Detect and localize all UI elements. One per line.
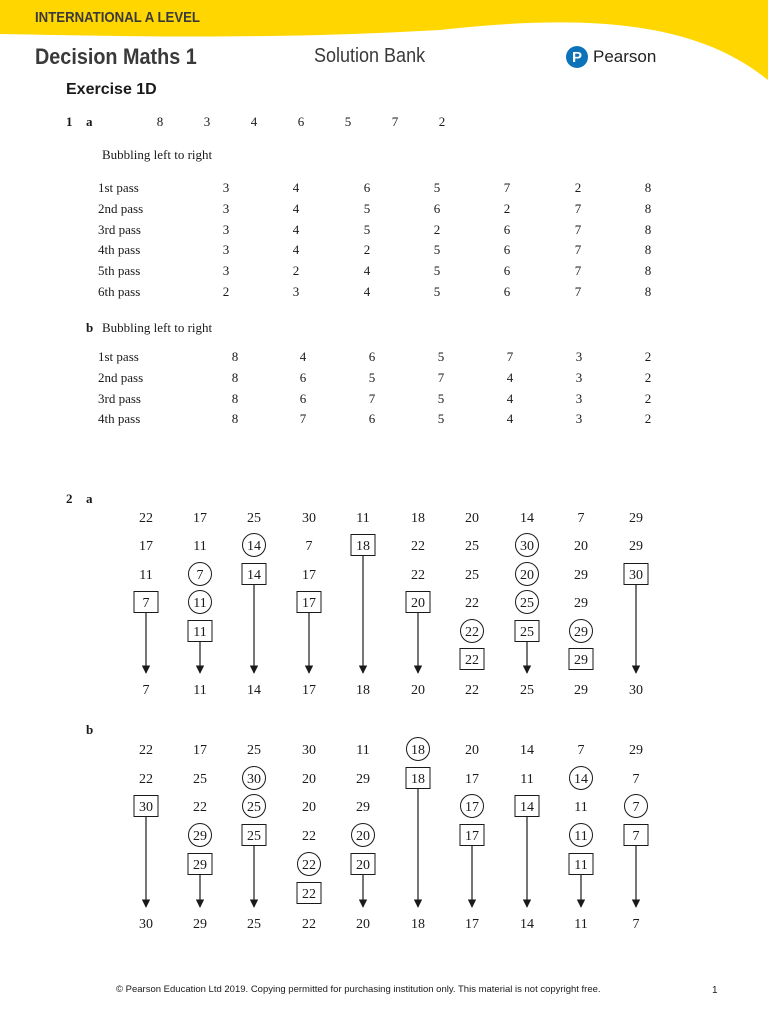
- q1b-pass-value: 4: [299, 349, 307, 364]
- q2a-fixed-box: [624, 564, 648, 585]
- q2a-cell-value: 22: [465, 596, 479, 611]
- q1b-pass-row: [98, 370, 668, 388]
- q1a-pass-value: 4: [363, 263, 371, 279]
- q1b-label: b: [86, 320, 94, 335]
- q2a-cell-value: 25: [520, 625, 534, 640]
- q1a-pass-label: 3rd pass: [98, 221, 141, 237]
- q1a-pass-value: 5: [433, 242, 441, 258]
- book-title: Decision Maths 1: [35, 44, 197, 69]
- q1a-pass-value: 5: [363, 221, 371, 237]
- q1b-pass-value: 8: [231, 349, 239, 364]
- q1b-pass-label: 1st pass: [98, 349, 139, 364]
- q1a-pass-value: 7: [574, 242, 582, 258]
- q2a-cell-value: 17: [302, 568, 316, 583]
- q2a-cell-value: 18: [411, 511, 425, 526]
- q1a-pass-value: 5: [433, 284, 441, 299]
- q1a-pass-value: 3: [222, 263, 230, 279]
- q2a-cell-value: 14: [520, 511, 534, 526]
- q2a-cell-value: 25: [247, 511, 261, 526]
- copyright-footer: © Pearson Education Ltd 2019. Copying permitted for purchasing institution only. This material is not copyright free.: [116, 984, 601, 995]
- q2a-cell-value: 29: [574, 568, 588, 583]
- q1a-label: a: [86, 114, 93, 129]
- q2b-cell-value: 20: [302, 772, 316, 787]
- q2b-result-value: 17: [465, 917, 479, 932]
- q2b-cell-value: 11: [574, 800, 588, 815]
- q2a-fixed-box: [460, 649, 484, 670]
- q1b-pass-value: 6: [299, 369, 307, 385]
- q2a-cell-value: 17: [193, 511, 207, 526]
- q2a-result-value: 22: [465, 683, 479, 698]
- q1b-pass-value: 8: [231, 390, 239, 406]
- q1a-pass-label: 5th pass: [98, 263, 141, 279]
- q2a-cell-value: 25: [465, 568, 479, 583]
- q2a-cell-value: 17: [139, 539, 153, 554]
- q1a-pass-value: 3: [222, 200, 230, 216]
- q1b-pass-row: [98, 411, 668, 429]
- q1a-pass-value: 5: [433, 180, 441, 195]
- q2a-fixed-box: [515, 621, 539, 642]
- q2b-result-value: 14: [520, 917, 534, 932]
- q2b-result-value: 18: [411, 917, 425, 932]
- q2b-cell-value: 18: [411, 772, 425, 787]
- q2a-pivot-circle: [516, 534, 539, 557]
- q1b-pass-value: 5: [437, 411, 445, 427]
- q1a-sequence-value: 3: [203, 114, 211, 129]
- q2b-fixed-box: [188, 854, 212, 875]
- q1b-pass-value: 7: [506, 349, 514, 364]
- q2a-cell-value: 30: [629, 568, 643, 583]
- q1a-sequence-value: 8: [156, 114, 164, 129]
- q1a-sequence-value: 2: [438, 114, 446, 129]
- q2a-cell-value: 22: [139, 511, 153, 526]
- q2a-cell-value: 14: [247, 568, 261, 583]
- q1a-pass-value: 7: [574, 263, 582, 279]
- q2a-cell-value: 20: [520, 568, 534, 583]
- q1b-pass-value: 4: [506, 390, 514, 406]
- q1b-pass-value: 5: [437, 390, 445, 406]
- q2b-cell-value: 11: [574, 858, 588, 873]
- q2a-cell-value: 30: [520, 539, 534, 554]
- q2b-cell-value: 20: [465, 743, 479, 758]
- q1b-pass-row: [98, 349, 668, 367]
- q2a-cell-value: 20: [574, 539, 588, 554]
- q2a-pivot-circle: [516, 563, 539, 586]
- page-number: 1: [712, 985, 718, 996]
- q2b-pivot-circle: [243, 767, 266, 790]
- q2a-result-value: 29: [574, 683, 588, 698]
- q1b-pass-value: 4: [506, 369, 514, 385]
- q2a-cell-value: 11: [193, 596, 207, 611]
- q1a-pass-label: 2nd pass: [98, 200, 144, 216]
- q2a-cell-value: 20: [411, 596, 425, 611]
- q1a-pass-row: [98, 242, 668, 260]
- q2b-cell-value: 7: [632, 800, 640, 815]
- q2b-pivot-circle: [570, 767, 593, 790]
- q1a-pass-value: 2: [574, 180, 582, 195]
- q2a-result-value: 7: [142, 683, 150, 698]
- q1-number: 1: [66, 114, 73, 129]
- q2a-fixed-box: [406, 592, 430, 613]
- q2b-result-value: 7: [632, 917, 640, 932]
- q1a-pass-value: 2: [433, 221, 441, 237]
- q1b-pass-value: 7: [299, 411, 307, 427]
- q1a-pass-value: 3: [222, 242, 230, 258]
- q1a-sequence-value: 7: [391, 114, 399, 129]
- q2a-fixed-box: [188, 621, 212, 642]
- q2a-result-value: 11: [193, 683, 207, 698]
- q2b-cell-value: 11: [574, 829, 588, 844]
- q2a-cell-value: 22: [411, 568, 425, 583]
- q2a-cell-value: 29: [574, 625, 588, 640]
- q1a-pass-value: 8: [644, 180, 652, 195]
- q2b-fixed-box: [460, 825, 484, 846]
- q2b-cell-value: 29: [356, 772, 370, 787]
- q1a-pass-value: 8: [644, 263, 652, 279]
- q1a-pass-value: 2: [222, 284, 230, 299]
- q2a-cell-value: 18: [356, 539, 370, 554]
- q1b-pass-value: 8: [231, 369, 239, 385]
- q2b-cell-value: 7: [632, 772, 640, 787]
- q2b-cell-value: 7: [632, 829, 640, 844]
- q2a-cell-value: 25: [520, 596, 534, 611]
- q2b-cell-value: 17: [465, 800, 479, 815]
- q2b-fixed-box: [134, 796, 158, 817]
- q2a-label: a: [86, 491, 93, 506]
- q2b-cell-value: 22: [302, 858, 316, 873]
- q2b-cell-value: 25: [193, 772, 207, 787]
- q1b-pass-value: 3: [575, 390, 583, 406]
- q2b-cell-value: 18: [411, 743, 425, 758]
- q2b-cell-value: 20: [356, 858, 370, 873]
- q1a-pass-value: 2: [503, 200, 511, 216]
- q2a-cell-value: 7: [577, 511, 585, 526]
- book-subtitle: Solution Bank: [314, 45, 426, 67]
- q1b-pass-value: 6: [368, 349, 376, 364]
- q1a-pass-value: 8: [644, 221, 652, 237]
- q1b-pass-value: 5: [437, 349, 445, 364]
- q1a-pass-value: 2: [363, 242, 371, 258]
- q2a-cell-value: 22: [465, 653, 479, 668]
- q2-number: 2: [66, 491, 73, 506]
- q2b-result-value: 25: [247, 917, 261, 932]
- q2b-cell-value: 17: [193, 743, 207, 758]
- q2b-cell-value: 25: [247, 743, 261, 758]
- q2b-cell-value: 11: [520, 772, 534, 787]
- q2a-pivot-circle: [516, 591, 539, 614]
- pearson-logo-text: Pearson: [593, 47, 657, 66]
- q2a-pivot-circle: [243, 534, 266, 557]
- q1a-pass-value: 7: [503, 180, 511, 195]
- q2a-result-value: 14: [247, 683, 261, 698]
- q1a-pass-value: 6: [433, 200, 441, 216]
- q2b-cell-value: 14: [574, 772, 588, 787]
- q1a-pass-row: [98, 222, 668, 240]
- q1b-pass-value: 3: [575, 411, 583, 427]
- q1b-pass-label: 4th pass: [98, 411, 141, 427]
- q1a-pass-value: 8: [644, 242, 652, 258]
- q2b-result-value: 22: [302, 917, 316, 932]
- q2b-pivot-circle: [298, 853, 321, 876]
- q1a-pass-value: 3: [222, 180, 230, 195]
- q1a-pass-value: 4: [292, 242, 300, 258]
- q1a-pass-value: 8: [644, 284, 652, 299]
- pearson-logo: [566, 46, 656, 68]
- q2a-pivot-circle: [570, 620, 593, 643]
- q2a-cell-value: 25: [465, 539, 479, 554]
- q1b-pass-value: 8: [231, 411, 239, 427]
- q1a-pass-value: 4: [292, 221, 300, 237]
- q1a-pass-row: [98, 284, 668, 302]
- q2a-fixed-box: [134, 592, 158, 613]
- q2a-fixed-box: [351, 535, 375, 556]
- q2b-cell-value: 14: [520, 800, 534, 815]
- q2a-result-value: 20: [411, 683, 425, 698]
- q2b-pivot-circle: [461, 795, 484, 818]
- q1b-pass-value: 6: [368, 411, 376, 427]
- q1b-pass-value: 2: [644, 390, 652, 406]
- q1a-pass-value: 4: [363, 284, 371, 299]
- q2b-fixed-box: [351, 854, 375, 875]
- q1a-pass-value: 7: [574, 200, 582, 216]
- q2b-cell-value: 14: [520, 743, 534, 758]
- q2b-pivot-circle: [407, 738, 430, 761]
- q1b-pass-value: 3: [575, 369, 583, 385]
- q2b-pivot-circle: [189, 824, 212, 847]
- q1a-pass-label: 1st pass: [98, 180, 139, 195]
- q2b-fixed-box: [242, 825, 266, 846]
- q1b-pass-value: 3: [575, 349, 583, 364]
- q1a-pass-value: 5: [363, 200, 371, 216]
- q2b-fixed-box: [569, 854, 593, 875]
- q2a-cell-value: 11: [193, 625, 207, 640]
- q1a-pass-value: 8: [644, 200, 652, 216]
- q2b-cell-value: 11: [356, 743, 370, 758]
- q1b-pass-value: 6: [299, 390, 307, 406]
- q1a-pass-row: [98, 263, 668, 281]
- q2a-cell-value: 11: [139, 568, 153, 583]
- q2b-pivot-circle: [570, 824, 593, 847]
- q2b-cell-value: 7: [577, 743, 585, 758]
- q2a-cell-value: 7: [196, 568, 204, 583]
- q2a-cell-value: 22: [411, 539, 425, 554]
- q1b-pass-value: 7: [437, 369, 445, 385]
- q1a-heading: Bubbling left to right: [102, 147, 213, 162]
- q2a-result-value: 18: [356, 683, 370, 698]
- q1a-sequence-value: 5: [344, 114, 352, 129]
- q2a-result-value: 30: [629, 683, 643, 698]
- q2a-pivot-circle: [189, 563, 212, 586]
- q1b-pass-value: 2: [644, 369, 652, 385]
- q2b-fixed-box: [406, 768, 430, 789]
- q2b-cell-value: 29: [629, 743, 643, 758]
- q1b-pass-value: 5: [368, 369, 376, 385]
- q1b-pass-label: 2nd pass: [98, 369, 144, 385]
- q2a-cell-value: 29: [574, 596, 588, 611]
- q2b-fixed-box: [624, 825, 648, 846]
- q1a-pass-value: 6: [503, 263, 511, 279]
- q1a-pass-value: 2: [292, 263, 300, 279]
- q2b-cell-value: 22: [302, 829, 316, 844]
- q2b-result-value: 20: [356, 917, 370, 932]
- q2b-result-value: 29: [193, 917, 207, 932]
- q1a-pass-value: 5: [433, 263, 441, 279]
- q2b-pivot-circle: [625, 795, 648, 818]
- q1a-pass-row: [98, 180, 668, 198]
- q2b-cell-value: 30: [247, 772, 261, 787]
- q2a-result-value: 25: [520, 683, 534, 698]
- q2b-cell-value: 17: [465, 772, 479, 787]
- q1a-pass-value: 6: [363, 180, 371, 195]
- q2a-cell-value: 29: [574, 653, 588, 668]
- q2a-fixed-box: [569, 649, 593, 670]
- q1b-pass-value: 7: [368, 390, 376, 406]
- q2a-cell-value: 20: [465, 511, 479, 526]
- q2b-cell-value: 22: [139, 743, 153, 758]
- q1a-pass-value: 6: [503, 242, 511, 258]
- q2a-cell-value: 7: [142, 596, 150, 611]
- q1b-pass-value: 2: [644, 349, 652, 364]
- q2b-cell-value: 22: [302, 887, 316, 902]
- q2b-pivot-circle: [243, 795, 266, 818]
- q2a-cell-value: 29: [629, 539, 643, 554]
- q1a-sequence-value: 6: [297, 114, 305, 129]
- q1a-pass-value: 4: [292, 200, 300, 216]
- q2b-cell-value: 20: [356, 829, 370, 844]
- q2a-pivot-circle: [189, 591, 212, 614]
- q2b-cell-value: 25: [247, 829, 261, 844]
- q2b-fixed-box: [515, 796, 539, 817]
- q2a-cell-value: 30: [302, 511, 316, 526]
- q2b-pivot-circle: [352, 824, 375, 847]
- q2b-cell-value: 30: [139, 800, 153, 815]
- q2b-result-value: 30: [139, 917, 153, 932]
- q2b-result-value: 11: [574, 917, 588, 932]
- q2a-cell-value: 17: [302, 596, 316, 611]
- q2a-cell-value: 11: [356, 511, 370, 526]
- q2a-cell-value: 11: [193, 539, 207, 554]
- q2b-cell-value: 17: [465, 829, 479, 844]
- q2b-cell-value: 29: [193, 858, 207, 873]
- q1b-pass-value: 4: [506, 411, 514, 427]
- q2b-cell-value: 30: [302, 743, 316, 758]
- q2b-cell-value: 29: [193, 829, 207, 844]
- q1b-pass-row: [98, 391, 668, 409]
- q1a-pass-value: 4: [292, 180, 300, 195]
- q2a-fixed-box: [242, 564, 266, 585]
- q2b-cell-value: 22: [139, 772, 153, 787]
- q2b-label: b: [86, 722, 94, 737]
- pearson-logo-icon: P: [566, 46, 588, 68]
- q2a-fixed-box: [297, 592, 321, 613]
- q1a-pass-value: 3: [292, 284, 300, 299]
- q2a-cell-value: 29: [629, 511, 643, 526]
- q2a-result-value: 17: [302, 683, 316, 698]
- q1a-pass-label: 6th pass: [98, 284, 141, 299]
- q1a-sequence-value: 4: [250, 114, 258, 129]
- q1a-pass-value: 6: [503, 221, 511, 237]
- q2b-cell-value: 25: [247, 800, 261, 815]
- q1a-pass-value: 7: [574, 221, 582, 237]
- q1b-heading: Bubbling left to right: [102, 320, 213, 335]
- q1a-pass-value: 3: [222, 221, 230, 237]
- q2b-fixed-box: [297, 883, 321, 904]
- q2a-cell-value: 22: [465, 625, 479, 640]
- q1a-pass-value: 7: [574, 284, 582, 299]
- q1a-pass-row: [98, 201, 668, 219]
- q1a-pass-label: 4th pass: [98, 242, 141, 258]
- q2b-cell-value: 29: [356, 800, 370, 815]
- exercise-title: Exercise 1D: [66, 81, 157, 98]
- q2b-cell-value: 20: [302, 800, 316, 815]
- q2b-cell-value: 22: [193, 800, 207, 815]
- q1b-pass-label: 3rd pass: [98, 390, 141, 406]
- q2a-pivot-circle: [461, 620, 484, 643]
- q2a-cell-value: 7: [305, 539, 313, 554]
- q1a-pass-value: 6: [503, 284, 511, 299]
- series-label: INTERNATIONAL A LEVEL: [35, 9, 200, 26]
- q2a-cell-value: 14: [247, 539, 261, 554]
- q1b-pass-value: 2: [644, 411, 652, 427]
